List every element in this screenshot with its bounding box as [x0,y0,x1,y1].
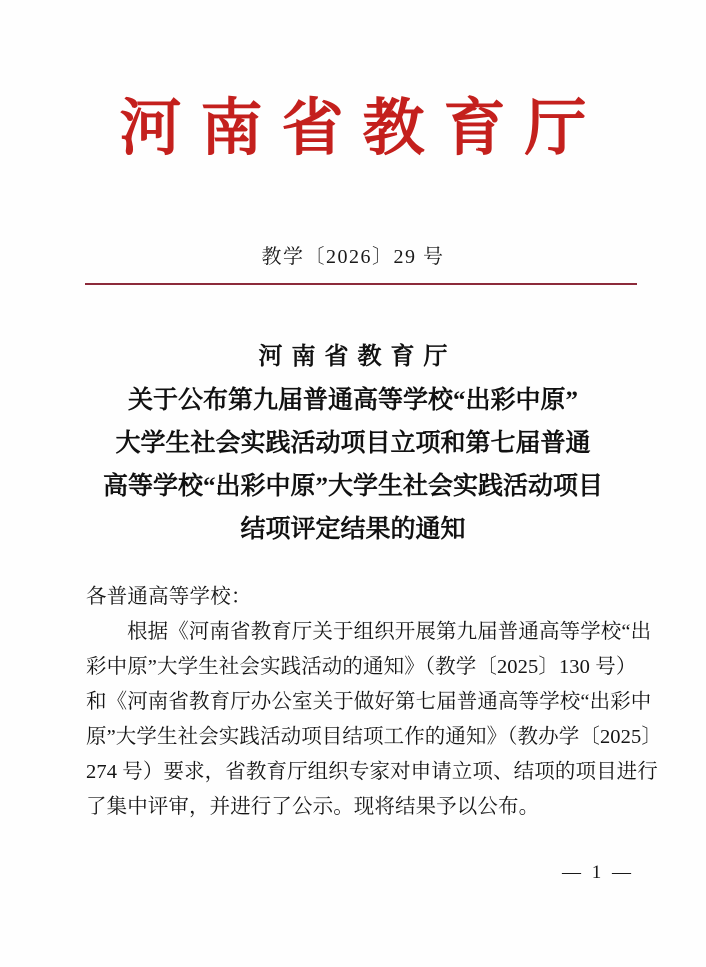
masthead [0,95,706,163]
title-line-2: 关于公布第九届普通高等学校“出彩中原” [127,387,578,414]
title-line-3: 大学生社会实践活动项目立项和第七届普通 [115,430,591,457]
body-line-2: 彩中原”大学生社会实践活动的通知》（教学〔2025〕130 号） [86,656,637,678]
salutation: 各普通高等学校： [86,586,252,608]
document-number: 教学〔2026〕29 号 [261,246,445,268]
body-line-5: 274 号）要求，省教育厅组织专家对申请立项、结项的项目进行 [86,761,658,783]
title-line-4: 高等学校“出彩中原”大学生社会实践活动项目 [102,473,603,500]
body-line-6: 了集中评审，并进行了公示。现将结果予以公布。 [86,796,540,818]
page-footer [0,862,706,884]
document-body [86,580,662,825]
red-header-rule [85,283,637,285]
body-line-4: 原”大学生社会实践活动项目结项工作的通知》（教办学〔2025〕 [86,726,662,748]
document-number-row [0,240,706,269]
body-line-1: 根据《河南省教育厅关于组织开展第九届普通高等学校“出 [127,621,652,643]
title-line-5: 结项评定结果的通知 [240,516,466,543]
title-line-agency: 河南省教育厅 [258,344,457,370]
body-line-3: 和《河南省教育厅办公室关于做好第七届普通高等学校“出彩中 [86,691,652,713]
issuing-agency-masthead: 河南省教育厅 [119,95,606,163]
page-number: — 1 — [562,862,634,883]
document-title [38,336,668,551]
